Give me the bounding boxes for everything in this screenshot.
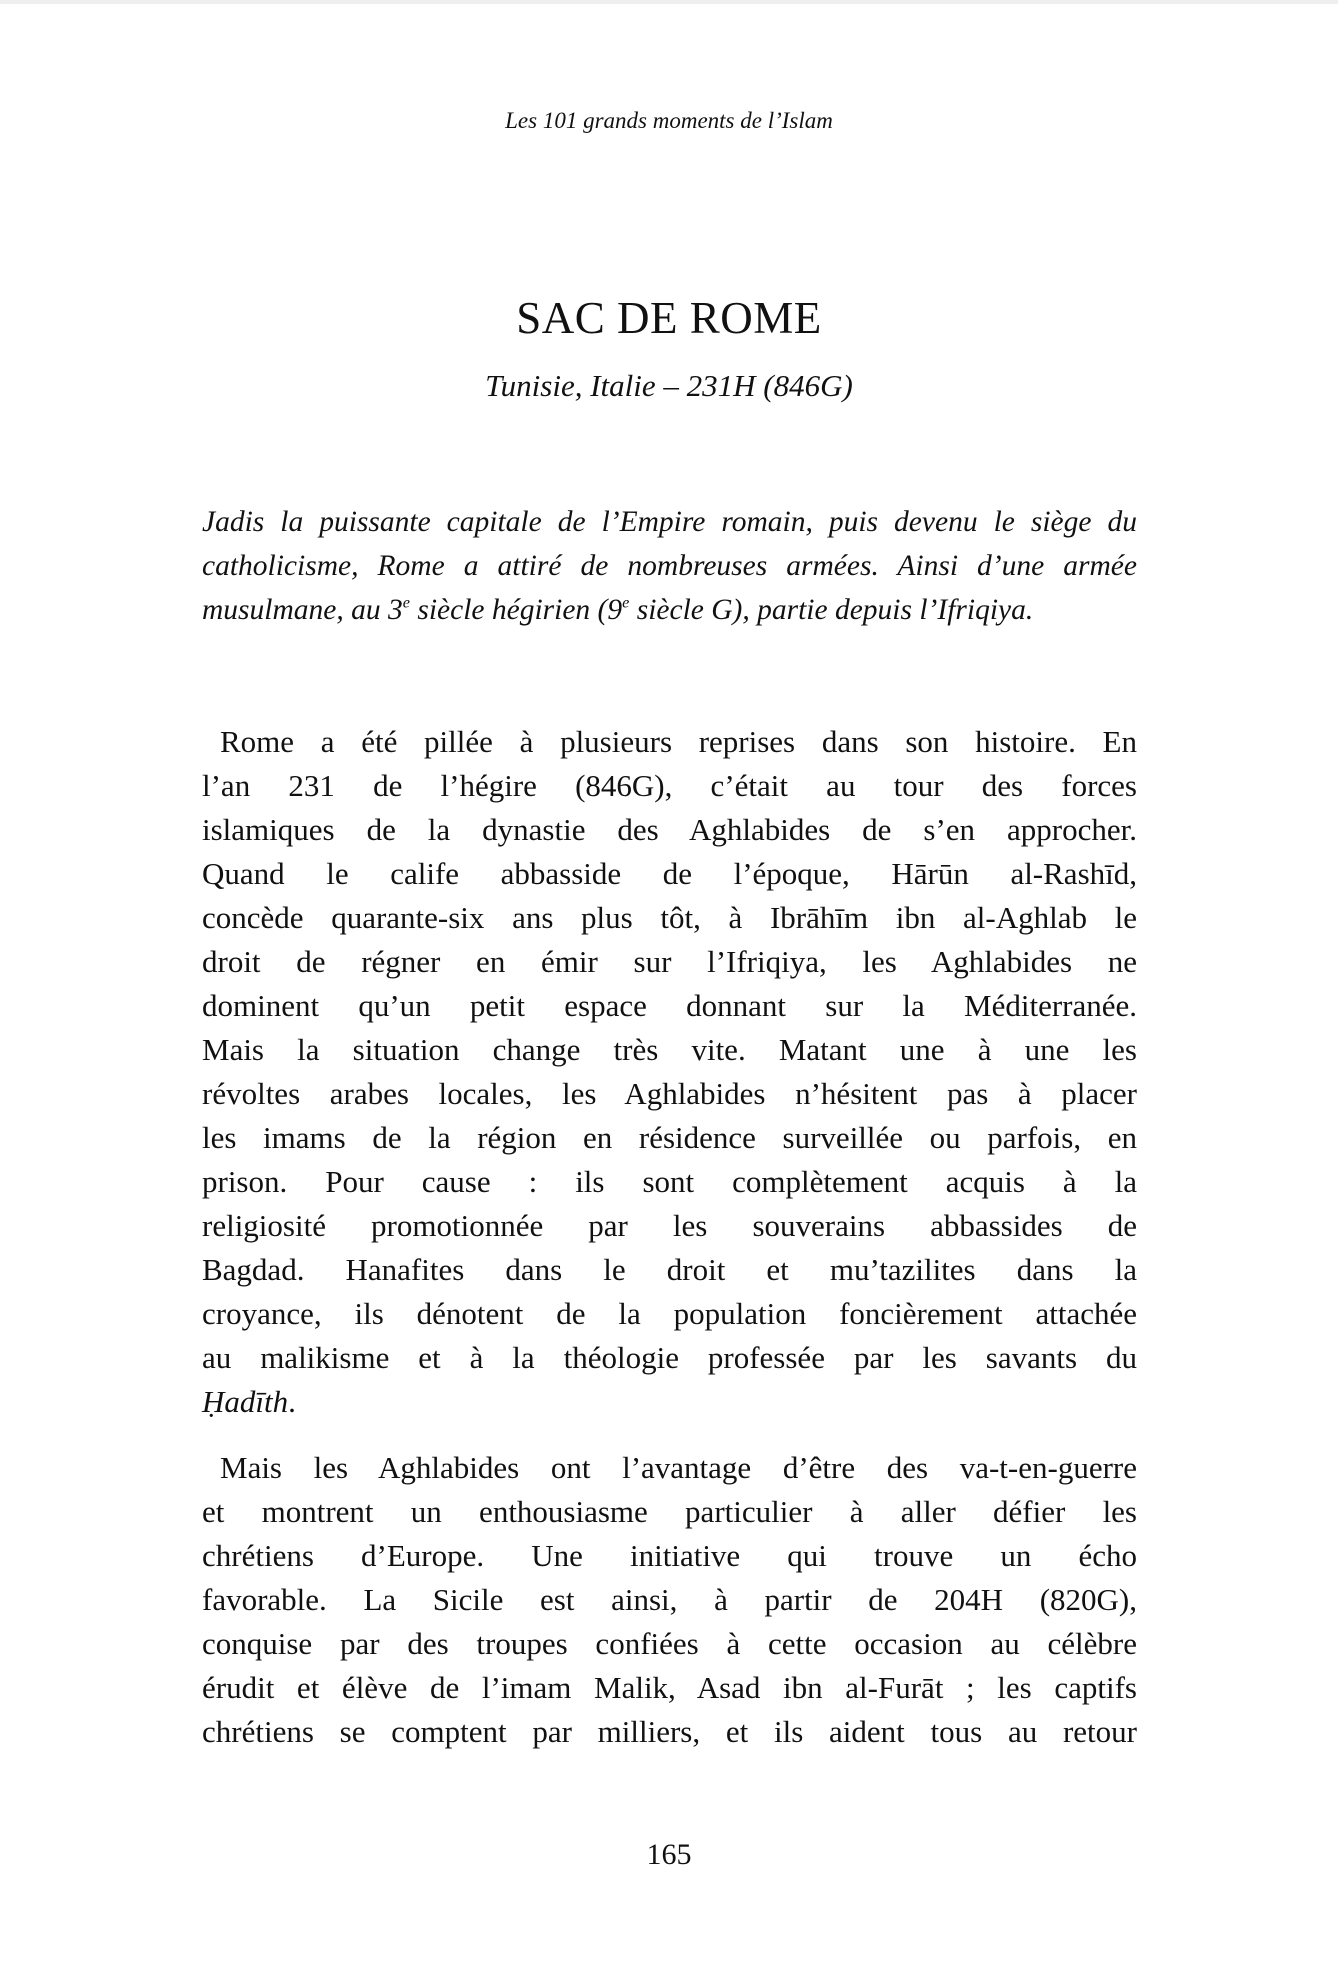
body-paragraph-2: [202, 1446, 1137, 1754]
text-line: favorable. La Sicile est ainsi, à partir de 204H (820G),: [202, 1582, 1137, 1617]
text-line: Mais la situation change très vite. Matant une à une les: [202, 1032, 1137, 1067]
chapter-title: SAC DE ROME: [516, 293, 822, 343]
intro-line: catholicisme, Rome a attiré de nombreuses armées. Ainsi d’une armée: [202, 550, 1137, 582]
text-line: les imams de la région en résidence surveillée ou parfois, en: [202, 1120, 1137, 1155]
text-line: et montrent un enthousiasme particulier à aller défier les: [202, 1494, 1137, 1529]
text-line: chrétiens se comptent par milliers, et ils aident tous au retour: [202, 1714, 1137, 1749]
text-line: Bagdad. Hanafites dans le droit et mu’tazilites dans la: [202, 1252, 1137, 1287]
intro-text: siècle hégirien (9: [409, 594, 623, 626]
text-line: érudit et élève de l’imam Malik, Asad ibn al-Furāt ; les captifs: [202, 1670, 1137, 1705]
intro-line: [202, 588, 1137, 632]
text-line: croyance, ils dénotent de la population foncièrement attachée: [202, 1296, 1137, 1331]
text-line: [202, 1380, 1137, 1424]
chapter-intro: [202, 500, 1137, 632]
text-line: Quand le calife abbasside de l’époque, Hārūn al-Rashīd,: [202, 856, 1137, 891]
chapter-subtitle: Tunisie, Italie – 231H (846G): [485, 368, 853, 403]
intro-text: musulmane, au 3: [202, 594, 403, 626]
viewer-top-edge: [0, 0, 1338, 4]
text-line: conquise par des troupes confiées à cette occasion au célèbre: [202, 1626, 1137, 1661]
text-line: prison. Pour cause : ils sont complètement acquis à la: [202, 1164, 1137, 1199]
intro-text: siècle G), partie depuis l’Ifriqiya.: [629, 594, 1034, 626]
text-line: droit de régner en émir sur l’Ifriqiya, les Aghlabides ne: [202, 944, 1137, 979]
text-line: concède quarante-six ans plus tôt, à Ibrāhīm ibn al-Aghlab le: [202, 900, 1137, 935]
superscript: e: [402, 593, 410, 612]
text-line: l’an 231 de l’hégire (846G), c’était au tour des forces: [202, 768, 1137, 803]
text-line: révoltes arabes locales, les Aghlabides n’hésitent pas à placer: [202, 1076, 1137, 1111]
text-line: islamiques de la dynastie des Aghlabides de s’en approcher.: [202, 812, 1137, 847]
running-head: Les 101 grands moments de l’Islam: [505, 108, 833, 133]
text-line: Mais les Aghlabides ont l’avantage d’être des va-t-en-guerre: [220, 1450, 1137, 1485]
text-line: au malikisme et à la théologie professée par les savants du: [202, 1340, 1137, 1375]
intro-line: Jadis la puissante capitale de l’Empire romain, puis devenu le siège du: [202, 506, 1137, 538]
page-number: 165: [646, 1838, 692, 1871]
italic-term: Ḥadīth: [202, 1384, 289, 1419]
text-line: Rome a été pillée à plusieurs reprises dans son histoire. En: [220, 724, 1137, 759]
superscript: e: [622, 593, 630, 612]
text-line: religiosité promotionnée par les souverains abbassides de: [202, 1208, 1137, 1243]
body-paragraph-1: [202, 720, 1137, 1424]
text-line: chrétiens d’Europe. Une initiative qui trouve un écho: [202, 1538, 1137, 1573]
text-line: dominent qu’un petit espace donnant sur la Méditerranée.: [202, 988, 1137, 1023]
punctuation: .: [288, 1384, 296, 1419]
